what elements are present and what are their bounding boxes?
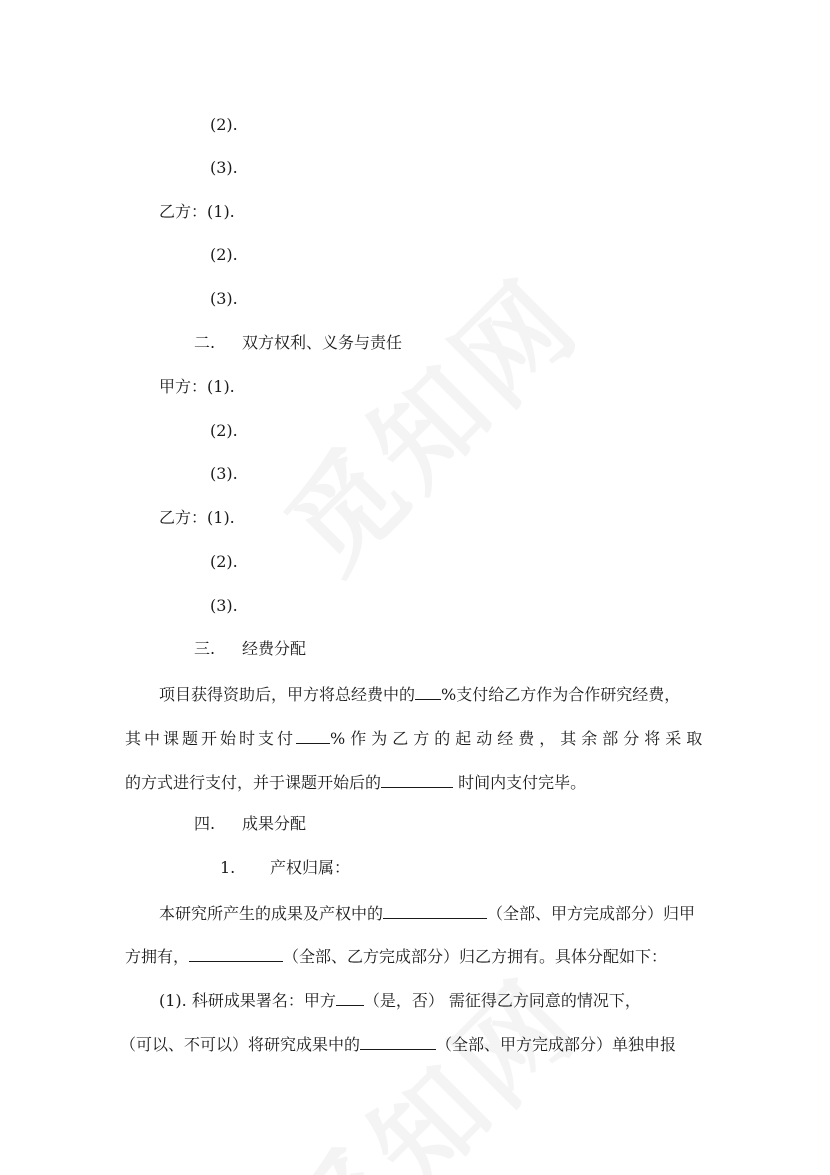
text: (1). 科研成果署名：甲方: [159, 991, 336, 1010]
subsection-number: 1.: [220, 858, 236, 877]
item-number: (1).: [207, 377, 235, 396]
ownership-line-2: [125, 945, 667, 967]
text: （是，否） 需征得乙方同意的情况下，: [363, 991, 641, 1010]
text: 的方式进行支付，并于课题开始后的: [125, 773, 382, 792]
fill-blank[interactable]: [189, 945, 283, 962]
list-item: (2).: [210, 552, 238, 571]
text: 本研究所产生的成果及产权中的: [159, 904, 384, 923]
list-item: (2).: [210, 245, 238, 264]
text: （可以、不可以）将研究成果中的: [120, 1035, 361, 1054]
list-item: (2).: [210, 421, 238, 440]
list-item: [159, 508, 235, 528]
text: 其中课题开始时支付: [125, 729, 297, 748]
subsection-heading: [220, 858, 351, 878]
section-title: 双方权利、义务与责任: [242, 333, 403, 352]
list-item: [159, 377, 235, 397]
list-item: (3).: [210, 158, 238, 177]
fill-blank[interactable]: [415, 683, 441, 700]
text: %作为乙方的起动经费，其余部分将采取: [330, 729, 708, 748]
fill-blank[interactable]: [296, 727, 330, 744]
fill-blank[interactable]: [336, 989, 364, 1006]
section-number: 三.: [194, 639, 216, 658]
list-item: (3).: [210, 596, 238, 615]
funding-line-2: [125, 727, 708, 749]
text: （全部、甲方完成部分）归甲: [487, 904, 696, 923]
list-item: (2).: [210, 115, 238, 134]
section-heading: [194, 814, 307, 834]
fill-blank[interactable]: [381, 771, 453, 788]
text: 时间内支付完毕。: [453, 773, 587, 792]
text: （全部、甲方完成部分）单独申报: [436, 1035, 677, 1054]
funding-line-3: [125, 771, 586, 793]
funding-line-1: [159, 683, 680, 705]
item-number: (1).: [207, 508, 235, 527]
fill-blank[interactable]: [360, 1033, 436, 1050]
party-b-label: 乙方：: [159, 508, 208, 527]
text: （全部、乙方完成部分）归乙方拥有。具体分配如下：: [283, 947, 668, 966]
watermark-top: [246, 238, 608, 600]
ownership-line-1: [159, 902, 695, 924]
text: 方拥有，: [125, 947, 190, 966]
section-title: 成果分配: [242, 814, 307, 833]
section-heading: [194, 333, 403, 353]
section-number: 二.: [194, 333, 216, 352]
ownership-line-3: [159, 989, 641, 1011]
list-item: (3).: [210, 464, 238, 483]
text: %支付给乙方作为合作研究经费，: [441, 685, 681, 704]
ownership-line-4: [120, 1033, 676, 1055]
section-heading: [194, 639, 307, 659]
subsection-title: 产权归属：: [270, 858, 351, 877]
party-a-label: 甲方：: [159, 377, 208, 396]
party-b-label: 乙方：: [159, 202, 208, 221]
section-number: 四.: [194, 814, 216, 833]
text: 项目获得资助后，甲方将总经费中的: [159, 685, 416, 704]
list-item: [159, 202, 235, 222]
item-number: (1).: [207, 202, 235, 221]
list-item: (3).: [210, 289, 238, 308]
section-title: 经费分配: [242, 639, 307, 658]
fill-blank[interactable]: [383, 902, 487, 919]
watermark-bottom: [246, 938, 608, 1175]
